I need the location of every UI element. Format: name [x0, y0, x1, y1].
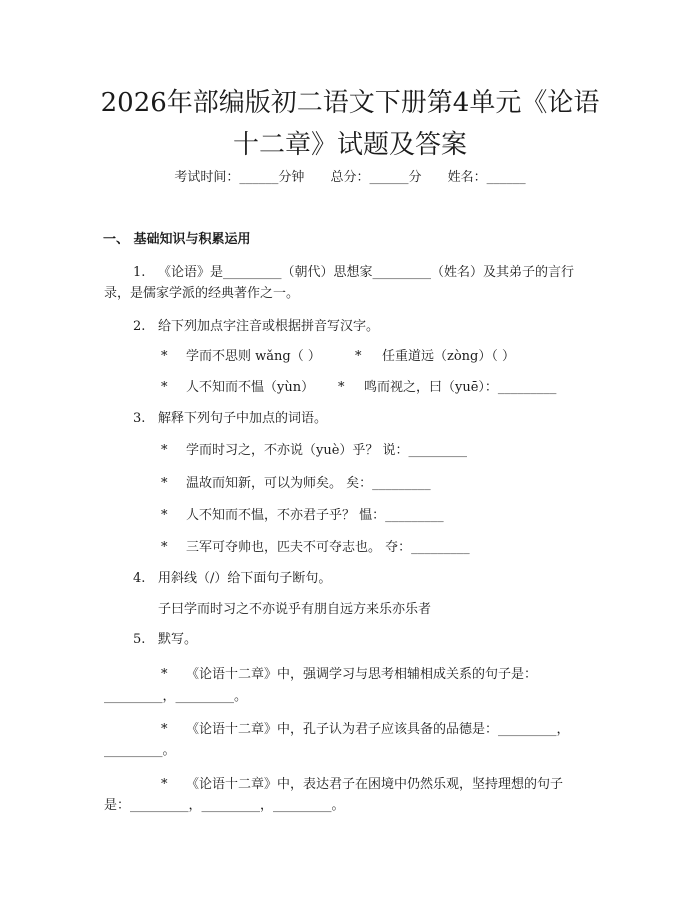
- bullet: *: [161, 667, 168, 682]
- bullet: *: [161, 476, 168, 491]
- question-1-line-2: 录，是儒家学派的经典著作之一。: [104, 286, 300, 301]
- question-2-text: 给下列加点字注音或根据拼音写汉字。: [158, 319, 380, 334]
- question-number: 4.: [133, 571, 146, 586]
- exam-meta: [0, 168, 700, 188]
- question-number: 5.: [133, 632, 146, 647]
- bullet: *: [161, 508, 168, 523]
- question-5-item-line-1: 《论语十二章》中，孔子认为君子应该具备的品德是：_________，: [186, 722, 570, 737]
- bullet: *: [161, 443, 168, 458]
- question-3-item: 温故而知新，可以为师矣。 矣：_________: [186, 476, 431, 491]
- question-4-sentence: 子曰学而时习之不亦说乎有朋自远方来乐亦乐者: [158, 602, 432, 617]
- question-3-item: 三军可夺帅也，匹夫不可夺志也。 夺：_________: [186, 540, 470, 555]
- title-line-2: 十二章》试题及答案: [232, 130, 467, 160]
- question-3-item: 人不知而不愠，不亦君子乎？ 愠：_________: [186, 508, 444, 523]
- question-5-item-line-2: _________，_________。: [104, 689, 248, 704]
- question-number: 2.: [133, 319, 146, 334]
- question-4-text: 用斜线（/）给下面句子断句。: [158, 571, 332, 586]
- bullet: *: [338, 380, 345, 395]
- question-3-item: 学而时习之，不亦说（yuè）乎？ 说：_________: [186, 443, 468, 458]
- question-5-item-line-1: 《论语十二章》中，强调学习与思考相辅相成关系的句子是：: [186, 667, 538, 682]
- question-1-line-1: 《论语》是_________（朝代）思想家_________（姓名）及其弟子的言行: [158, 265, 575, 280]
- question-5-item-line-1: 《论语十二章》中，表达君子在困境中仍然乐观，坚持理想的句子: [186, 777, 564, 792]
- question-5-item-line-2: 是：_________，_________，_________。: [104, 798, 345, 813]
- question-2-item: 人不知而不愠（yùn）: [186, 380, 315, 395]
- question-2-item: 任重道远（zòng）（ ）: [382, 349, 516, 364]
- bullet: *: [355, 349, 362, 364]
- bullet: *: [161, 722, 168, 737]
- bullet: *: [161, 540, 168, 555]
- title-line-1: 2026年部编版初二语文下册第4单元《论语: [100, 88, 600, 118]
- question-2-item: 鸣而视之，曰（yuē）：_________: [364, 380, 557, 395]
- section-heading: 一、 基础知识与积累运用: [103, 232, 251, 247]
- bullet: *: [161, 777, 168, 792]
- question-number: 3.: [133, 411, 146, 426]
- bullet: *: [161, 349, 168, 364]
- student-name: 姓名：______: [447, 170, 526, 185]
- bullet: *: [161, 380, 168, 395]
- question-5-item-line-2: _________。: [104, 743, 176, 758]
- total-score: 总分：______分: [330, 170, 422, 185]
- question-3-text: 解释下列句子中加点的词语。: [158, 411, 328, 426]
- page-title: [60, 82, 640, 166]
- exam-time: 考试时间：______分钟: [174, 170, 305, 185]
- question-5-text: 默写。: [158, 632, 198, 647]
- question-2-item: 学而不思则 wǎng（ ）: [186, 349, 321, 364]
- question-number: 1.: [133, 265, 146, 280]
